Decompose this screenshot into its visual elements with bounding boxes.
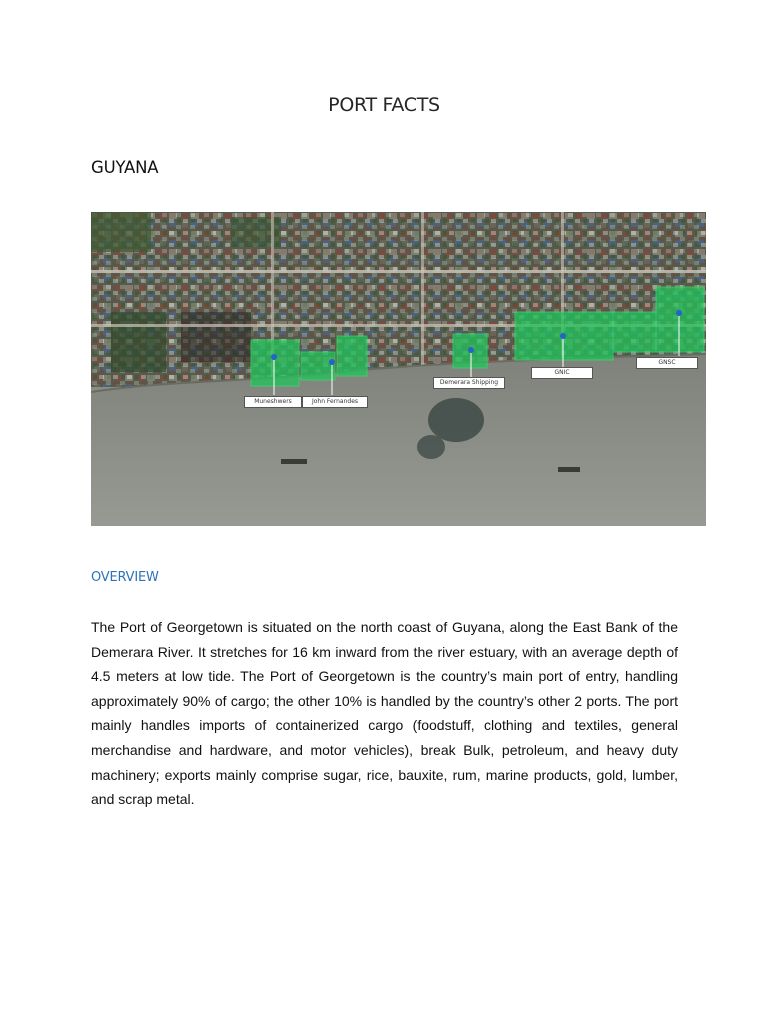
map-label-demerara-shipping: Demerara Shipping bbox=[433, 377, 505, 389]
map-label-muneshwers: Muneshwers bbox=[244, 396, 302, 408]
overview-paragraph: The Port of Georgetown is situated on the north coast of Guyana, along the East Bank of the Demerara River. It stretches for 16 km inward from the river estuary, with an average depth of 4.5 meters at low tide. The Port of Georgetown is the country’s main port of entry, handling approximately 90% of cargo; the other 10% is handled by the country’s other 2 ports. The port mainly handles imports of containerized cargo (foodstuff, clothing and textiles, general merchandise and hardware, and motor vehicles), break Bulk, petroleum, and heavy duty machinery; exports mainly comprise sugar, rice, bauxite, rum, marine products, gold, lumber, and scrap metal. bbox=[91, 619, 678, 808]
map-label-john-fernandes: John Fernandes bbox=[302, 396, 368, 408]
overview-heading: OVERVIEW bbox=[91, 570, 159, 585]
satellite-map-image bbox=[91, 212, 706, 526]
map-label-gnsc: GNSC bbox=[636, 357, 698, 369]
map-label-gnic: GNIC bbox=[531, 367, 593, 379]
satellite-map-graphic bbox=[91, 212, 706, 526]
country-heading: GUYANA bbox=[91, 158, 159, 177]
document-title: PORT FACTS bbox=[328, 94, 440, 116]
